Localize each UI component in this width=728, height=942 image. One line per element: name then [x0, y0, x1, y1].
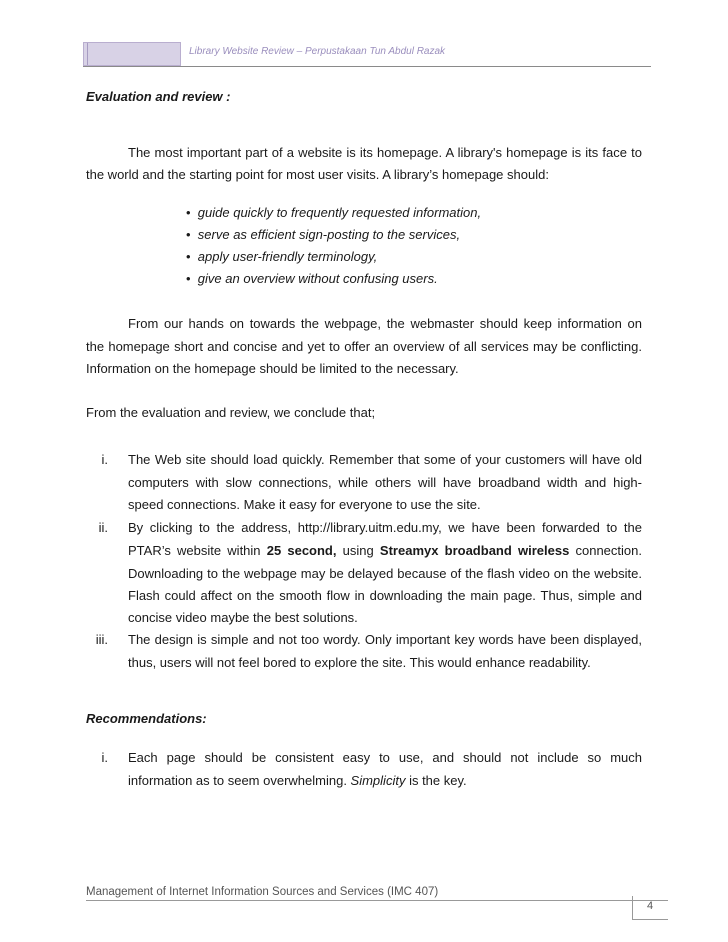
item-i-line-1: The Web site should load quickly. Remember that some of your customers will have old — [128, 452, 642, 467]
bullet-glyph: • — [186, 205, 191, 220]
footer-divider — [86, 900, 668, 901]
recommendation-line-1: Each page should be consistent easy to use, and should not include so much — [128, 750, 642, 765]
header-accent-box — [83, 42, 181, 66]
header-divider — [83, 66, 651, 67]
item-iii-line-2: thus, users will not feel bored to explore the site. This would enhance readability. — [128, 655, 591, 670]
bullet-glyph: • — [186, 227, 191, 242]
header-title: Library Website Review – Perpustakaan Tun Abdul Razak — [189, 46, 446, 57]
bullet-glyph: • — [186, 271, 191, 286]
list-number: ii. — [98, 520, 108, 535]
recommendation-line-2: information as to seem overwhelming. Simplicity is the key. — [128, 773, 467, 788]
item-i-line-3: speed connections. Make it easy for everyone to use the site. — [128, 497, 481, 512]
list-number: i. — [101, 452, 108, 467]
conclusion-intro: From the evaluation and review, we conclude that; — [86, 405, 376, 420]
item-ii-line-1: By clicking to the address, http://library.uitm.edu.my, we have been forwarded to the — [128, 520, 642, 535]
intro-line-2: the world and the starting point for most user visits. A library’s homepage should: — [86, 167, 549, 182]
intro-line-1: The most important part of a website is its homepage. A library's homepage is its face to — [128, 145, 642, 160]
para2-line-1: From our hands on towards the webpage, the webmaster should keep information on — [128, 316, 642, 331]
item-i-line-2: computers with slow connections, while others will have broadband width and high- — [128, 475, 642, 490]
bullet-item: • guide quickly to frequently requested information, — [186, 205, 482, 220]
item-ii-line-4: Flash could affect on the smooth flow in downloading the main page. Thus, simple and — [128, 588, 642, 603]
bullet-item: • give an overview without confusing users. — [186, 271, 438, 286]
item-ii-line-2: PTAR’s website within 25 second, using Streamyx broadband wireless connection. — [128, 543, 642, 558]
section-heading-evaluation: Evaluation and review : — [86, 89, 231, 104]
bullet-item: • apply user-friendly terminology, — [186, 249, 378, 264]
bullet-item: • serve as efficient sign-posting to the services, — [186, 227, 461, 242]
item-ii-line-3: Downloading to the webpage may be delayed because of the flash video on the website. — [128, 566, 642, 581]
section-heading-recommendations: Recommendations: — [86, 711, 207, 726]
bullet-glyph: • — [186, 249, 191, 264]
item-iii-line-1: The design is simple and not too wordy. Only important key words have been displayed, — [128, 632, 642, 647]
item-ii-line-5: concise video maybe the best solutions. — [128, 610, 358, 625]
footer-title: Management of Internet Information Sources and Services (IMC 407) — [86, 886, 439, 898]
para2-line-2: the homepage short and concise and yet to offer an overview of all services may be conflicting. — [86, 339, 642, 354]
page-header — [83, 42, 651, 66]
para2-line-3: Information on the homepage should be limited to the necessary. — [86, 361, 459, 376]
list-number: iii. — [95, 632, 108, 647]
list-number: i. — [101, 750, 108, 765]
page-number: 4 — [646, 900, 654, 912]
